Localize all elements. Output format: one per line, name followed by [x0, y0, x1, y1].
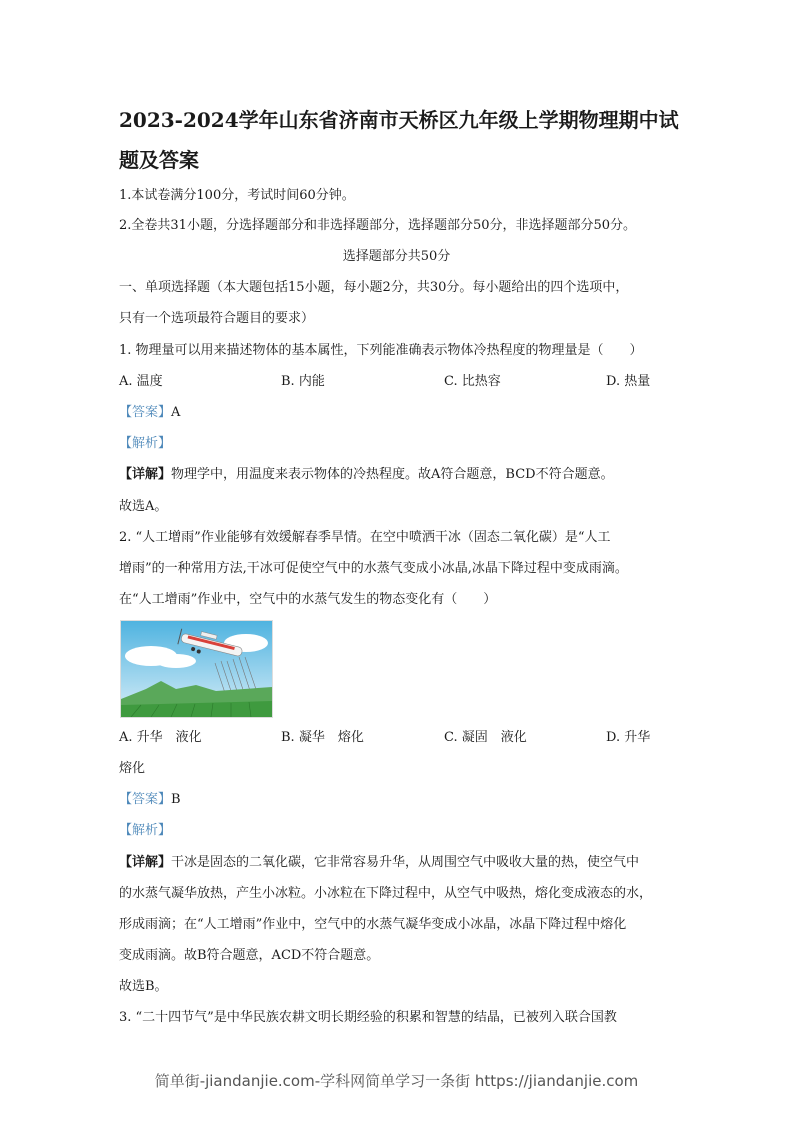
- q2-stem-line2: 增雨”的一种常用方法,干冰可促使空气中的水蒸气变成小冰晶,冰晶下降过程中变成雨滴。: [119, 561, 628, 576]
- answer-value: A: [171, 405, 181, 420]
- analysis-label: 【解析】: [119, 436, 172, 451]
- airplane-illustration-icon: [121, 621, 272, 717]
- q1-conclusion: 故选A。: [119, 499, 168, 514]
- q1-option-d: D. 热量: [606, 374, 651, 389]
- answer-label: 【答案】: [119, 405, 172, 420]
- q2-detail-line1: [119, 853, 639, 873]
- q2-answer: [119, 790, 181, 810]
- answer-value: B: [171, 792, 181, 807]
- detail-text: 干冰是固态的二氧化碳，它非常容易升华，从周围空气中吸收大量的热，使空气中: [171, 855, 640, 870]
- q1-option-c: C. 比热容: [444, 374, 501, 389]
- instruction-2: 2.全卷共31小题，分选择题部分和非选择题部分，选择题部分50分，非选择题部分50分。: [119, 218, 637, 233]
- q1-answer: [119, 403, 180, 423]
- q2-detail-line2: 的水蒸气凝华放热，产生小冰粒。小冰粒在下降过程中，从空气中吸热，熔化变成液态的水，: [119, 886, 653, 901]
- q2-detail-line3: 形成雨滴；在“人工增雨”作业中，空气中的水蒸气凝华变成小冰晶，冰晶下降过程中熔化: [119, 917, 627, 932]
- footer-watermark: 简单街-jiandanjie.com-学科网简单学习一条街 https://jiandanjie.com: [154, 1072, 639, 1090]
- q2-option-b: B. 凝华 熔化: [281, 730, 364, 745]
- detail-label: 【详解】: [119, 467, 172, 482]
- q2-stem-line3: 在“人工增雨”作业中，空气中的水蒸气发生的物态变化有（ ）: [119, 592, 497, 607]
- q2-detail-line4: 变成雨滴。故B符合题意，ACD不符合题意。: [119, 948, 380, 963]
- q2-conclusion: 故选B。: [119, 979, 168, 994]
- q3-stem: 3. “二十四节气”是中华民族农耕文明长期经验的积累和智慧的结晶，已被列入联合国教: [119, 1010, 617, 1025]
- q2-option-c: C. 凝固 液化: [444, 730, 527, 745]
- q2-option-d-wrap: 熔化: [119, 761, 146, 776]
- instruction-1: 1.本试卷满分100分，考试时间60分钟。: [119, 188, 355, 203]
- q1-detail: [119, 465, 614, 485]
- q1-analysis: [119, 434, 171, 454]
- q1-option-a: A. 温度: [119, 374, 163, 389]
- q2-option-d: D. 升华: [606, 730, 651, 745]
- q1-option-b: B. 内能: [281, 374, 325, 389]
- detail-text: 物理学中，用温度来表示物体的冷热程度。故A符合题意，BCD不符合题意。: [171, 467, 614, 482]
- q1-stem: 1. 物理量可以用来描述物体的基本属性，下列能准确表示物体冷热程度的物理量是（ ）: [119, 343, 643, 358]
- part-one-heading-line2: 只有一个选项最符合题目的要求）: [119, 311, 315, 326]
- part-one-heading-line1: 一、单项选择题（本大题包括15小题，每小题2分，共30分。每小题给出的四个选项中，: [119, 280, 629, 295]
- section-heading: 选择题部分共50分: [342, 249, 451, 264]
- document-title: 2023-2024学年山东省济南市天桥区九年级上学期物理期中试题及答案: [119, 108, 679, 172]
- q2-option-a: A. 升华 液化: [119, 730, 202, 745]
- q2-stem-line1: 2. “人工增雨”作业能够有效缓解春季旱情。在空中喷洒干冰（固态二氧化碳）是“人工: [119, 530, 611, 545]
- answer-label: 【答案】: [119, 792, 172, 807]
- detail-label: 【详解】: [119, 855, 172, 870]
- q2-analysis: [119, 821, 171, 841]
- analysis-label: 【解析】: [119, 823, 172, 838]
- cloud-seeding-figure: [120, 620, 273, 718]
